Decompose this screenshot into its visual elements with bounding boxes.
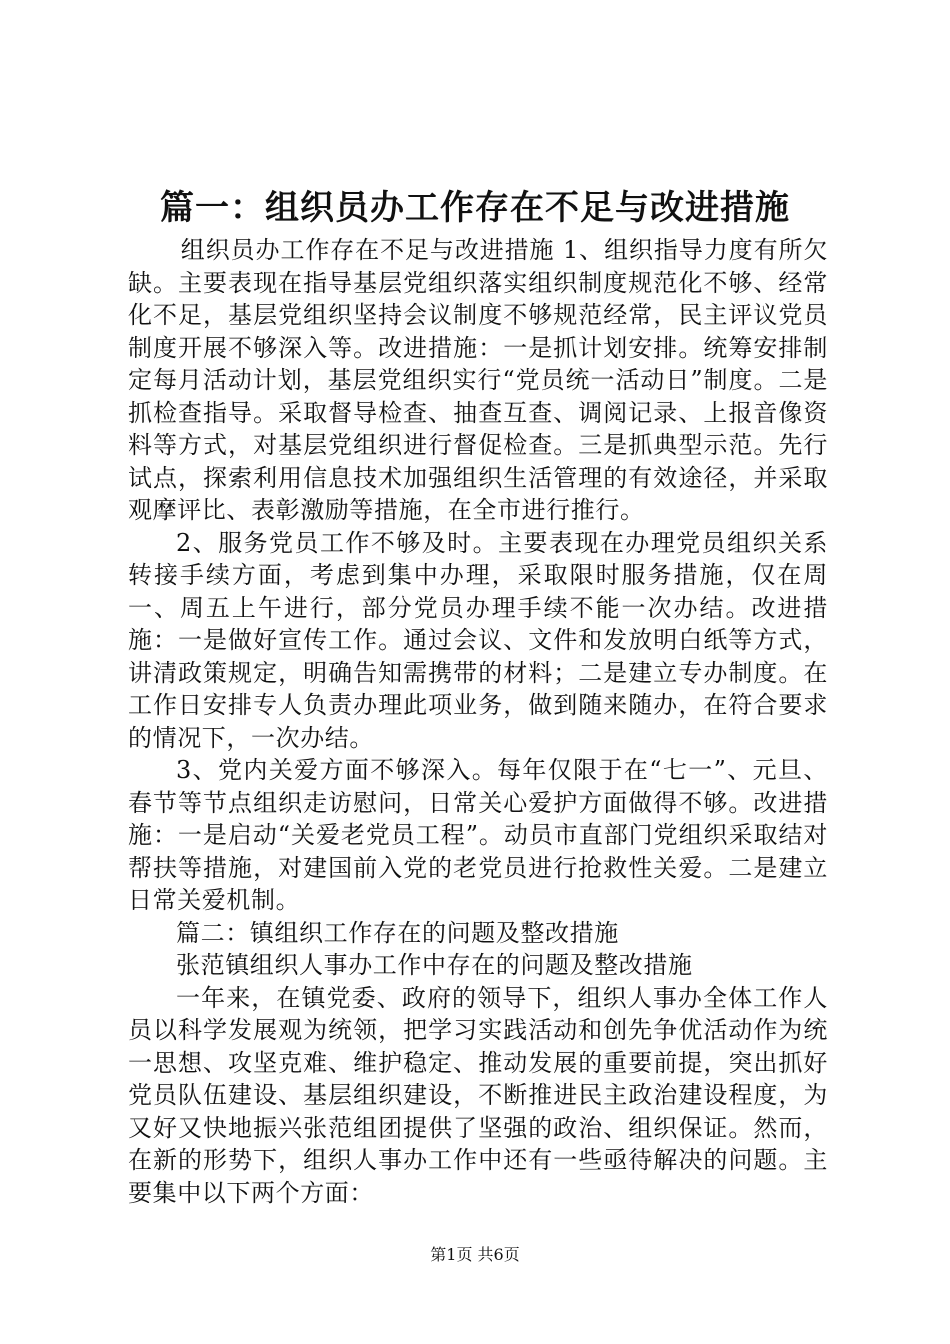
subsection-heading: 张范镇组织人事办工作中存在的问题及整改措施	[176, 951, 693, 979]
document-body	[128, 234, 828, 1209]
paragraph-1: 组织员办工作存在不足与改进措施 1、组织指导力度有所欠缺。主要表现在指导基层党组织落实组织制度规范化不够、经常化不足，基层党组织坚持会议制度不够规范经常，民主评议党员制度开展不够深入等。改进措施：一是抓计划安排。统筹安排制定每月活动计划，基层党组织实行“党员统一活动日”制度。二是抓检查指导。采取督导检查、抽查互查、调阅记录、上报音像资料等方式，对基层党组织进行督促检查。三是抓典型示范。先行试点，探索利用信息技术加强组织生活管理的有效途径，并采取观摩评比、表彰激励等措施，在全市进行推行。	[128, 236, 828, 524]
section-heading-2: 篇二：镇组织工作存在的问题及整改措施	[176, 918, 619, 947]
page-footer: 第1页 共6页	[430, 1245, 520, 1264]
paragraph-3: 3、党内关爱方面不够深入。每年仅限于在“七一”、元旦、春节等节点组织走访慰问，日常关心爱护方面做得不够。改进措施：一是启动“关爱老党员工程”。动员市直部门党组织采取结对帮扶等措施，对建国前入党的老党员进行抢救性关爱。二是建立日常关爱机制。	[128, 756, 828, 914]
paragraph-4: 一年来，在镇党委、政府的领导下，组织人事办全体工作人员以科学发展观为统领，把学习实践活动和创先争优活动作为统一思想、攻坚克难、维护稳定、推动发展的重要前提，突出抓好党员队伍建设、基层组织建设，不断推进民主政治建设程度，为又好又快地振兴张范组团提供了坚强的政治、组织保证。然而，在新的形势下，组织人事办工作中还有一些亟待解决的问题。主要集中以下两个方面：	[128, 983, 828, 1207]
document-title: 篇一：组织员办工作存在不足与改进措施	[160, 188, 790, 228]
paragraph-2: 2、服务党员工作不够及时。主要表现在办理党员组织关系转接手续方面，考虑到集中办理，采取限时服务措施，仅在周一、周五上午进行，部分党员办理手续不能一次办结。改进措施：一是做好宣传工作。通过会议、文件和发放明白纸等方式，讲清政策规定，明确告知需携带的材料；二是建立专办制度。在工作日安排专人负责办理此项业务，做到随来随办，在符合要求的情况下，一次办结。	[128, 528, 828, 752]
